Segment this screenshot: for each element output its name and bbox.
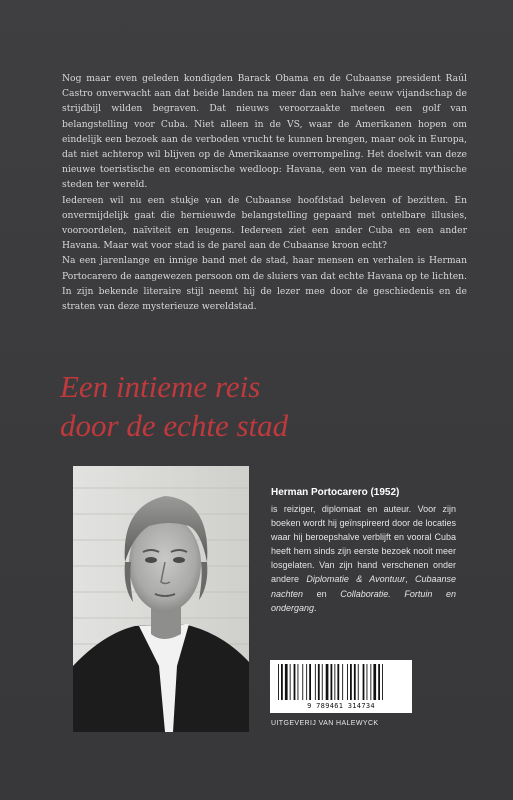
blurb-paragraph-3: Na een jarenlange en innige band met de stad, haar mensen en verhalen is Herman Portocarero de aangewezen persoon om de sluiers van dat echte Havana op te lichten. In zijn bekende literaire stijl neemt hij de lezer mee door de geschiedenis en de straten van deze mysterieuze wereldstad. <box>62 255 467 313</box>
blurb-text <box>62 71 467 314</box>
bio-text: is reiziger, diplomaat en auteur. Voor zijn boeken wordt hij geïnspireerd door de locaties waar hij beroepshalve verblijft en vooral Cuba heeft hem sinds zijn eerste bezoek nooit meer losgelaten. Van zijn hand verschenen onder andere <box>271 504 456 585</box>
blurb-paragraph-1: Nog maar even geleden kondigden Barack Obama en de Cubaanse president Raúl Castro onverwacht aan dat beide landen na meer dan een halve eeuw vijandschap de strijdbijl wilden begraven. Dat nieuws veroorzaakte meteen een golf van belangstelling voor Cuba. Niet alleen in de VS, waar de Amerikanen hopen om eindelijk een bezoek aan de verboden vrucht te kunnen brengen, maar ook in Europa, dat niet achterop wil blijven op de Amerikaanse overrompeling. Het doelwit van deze nieuwe toeristische en economische wedloop: Havana, een van de meest mythische steden ter wereld. <box>62 73 467 191</box>
bio-work-1: Diplomatie & Avontuur <box>306 574 406 585</box>
isbn-barcode <box>270 660 412 713</box>
isbn-number: 9 789461 314734 <box>307 702 375 710</box>
bio-work-2: Cubaanse nachten <box>271 574 456 599</box>
bio-separator-1: , <box>405 574 415 585</box>
tagline-line-1: Een intieme reis <box>60 369 261 404</box>
bio-end: . <box>314 602 317 613</box>
tagline <box>60 367 460 445</box>
author-photo <box>73 466 249 732</box>
publisher-name: UITGEVERIJ VAN HALEWYCK <box>271 720 379 727</box>
tagline-line-2: door de echte stad <box>60 408 289 443</box>
bio-work-3: Collaboratie. Fortuin en ondergang <box>271 588 456 613</box>
author-name: Herman Portocarero (1952) <box>271 487 400 498</box>
author-bio <box>271 502 456 615</box>
bio-separator-2: en <box>303 588 341 599</box>
blurb-paragraph-2: Iedereen wil nu een stukje van de Cubaanse hoofdstad beleven of bezitten. En onvermijdelijk gaat die hernieuwde belangstelling gepaard met ontelbare illusies, vooroordelen, naïviteit en leugens. Iedereen ziet een ander Cuba en een ander Havana. Maar wat voor stad is de parel aan de Cubaanse kroon echt? <box>62 194 467 252</box>
